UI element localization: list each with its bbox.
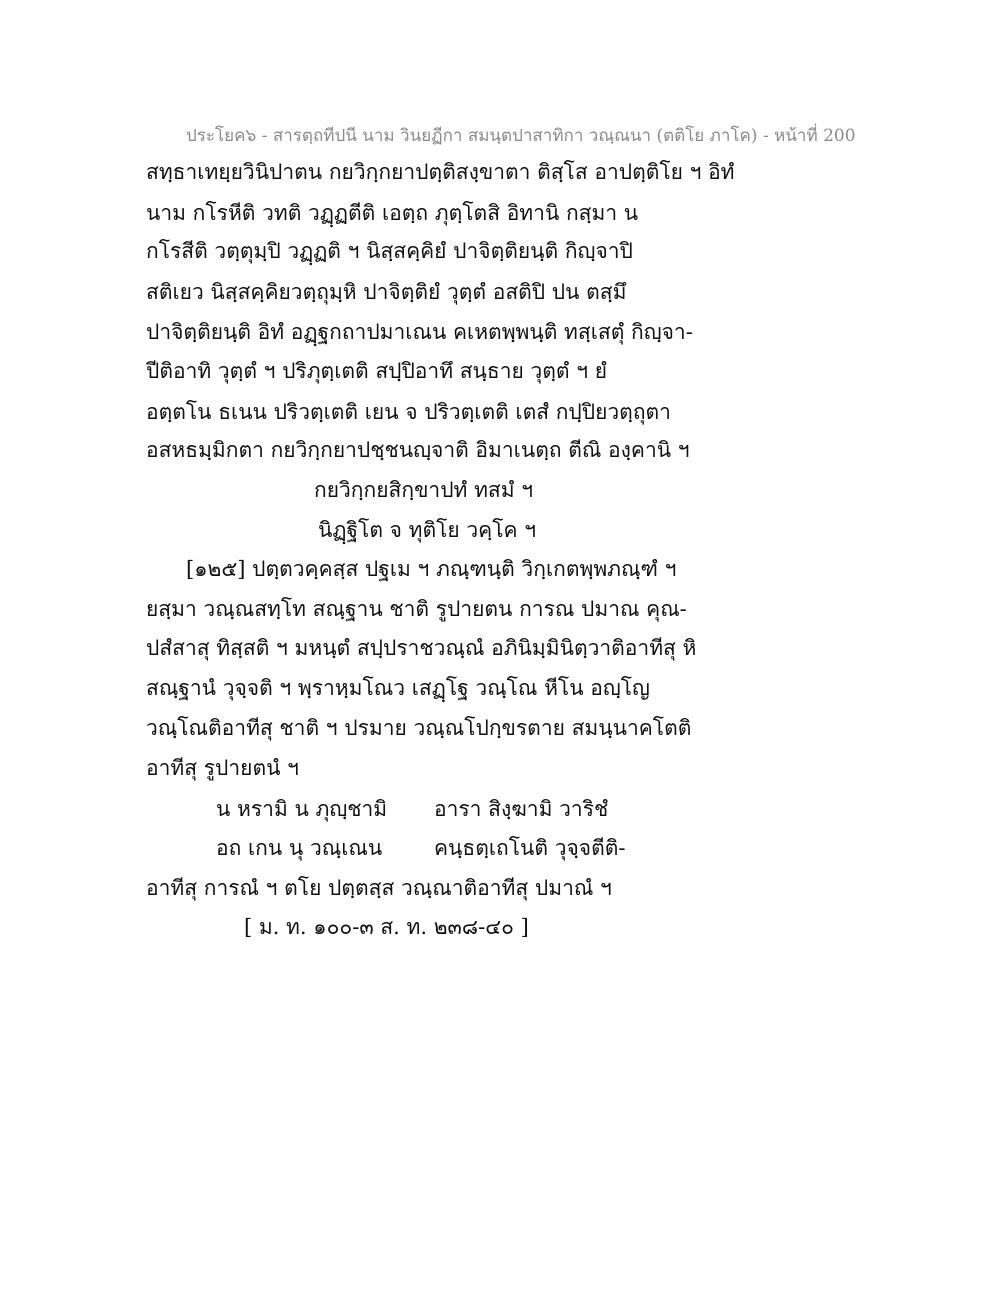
body-line: สติเยว นิสฺสคฺคิยวตฺถุมฺหิ ปาจิตฺติยํ วุตฺตํ อสติปิ ปน ตสฺมึ (146, 280, 627, 304)
body-line: กโรสีติ วตฺตุมฺปิ วฏฺฏติ ฯ นิสฺสคฺคิยํ ปาจิตฺติยนฺติ กิญฺจาปิ (146, 239, 633, 263)
chapter-end-title: นิฏฺฐิโต จ ทุติโย วคฺโค ฯ (318, 518, 536, 542)
body-line: วณฺโณติอาทีสุ ชาติ ฯ ปรมาย วณฺณโปกฺขรตาย สมนฺนาคโตติ (146, 716, 692, 740)
page-header: ประโยค๖ - สารตฺถทีปนี นาม วินยฏีกา สมนฺตปาสาทิกา วณฺณนา (ตติโย ภาโค) - หน้าที่ 200 (186, 126, 856, 146)
body-line: อตฺตโน ธเนน ปริวตฺเตติ เยน จ ปริวตฺเตติ เตสํ กปฺปิยวตฺถุตา (146, 400, 671, 424)
body-line: สณฺฐานํ วุจฺจติ ฯ พฺราหฺมโณว เสฏฺโฐ วณฺโณ หีโน อญฺโญ (146, 676, 650, 700)
verse-line: อารา สิงฺฆามิ วาริชํ (434, 797, 609, 821)
body-line: ยสฺมา วณฺณสทฺโท สณฺฐาน ชาติ รูปายตน การณ ปมาณ คุณ- (146, 597, 687, 621)
paragraph-opening-line: [๑๒๕] ปตฺตวคฺคสฺส ปฐเม ฯ ภณฺฑนฺติ วิกฺเกตพฺพภณฺฑํ ฯ (186, 557, 677, 581)
verse-line: คนฺธตฺเถโนติ วุจฺจตีติ- (434, 836, 626, 860)
body-line: อาทีสุ การณํ ฯ ตโย ปตฺตสฺส วณฺณาติอาทีสุ ปมาณํ ฯ (146, 876, 612, 900)
body-line: ปีติอาทิ วุตฺตํ ฯ ปริภุตฺเตติ สปฺปิอาทึ สนฺธาย วุตฺตํ ฯ ยํ (146, 359, 607, 383)
body-line: อาทีสุ รูปายตนํ ฯ (146, 756, 299, 780)
section-end-title: กยวิกฺกยสิกฺขาปทํ ทสมํ ฯ (314, 478, 534, 502)
verse-line: อถ เกน นุ วณฺเณน (216, 836, 383, 860)
verse-line: น หรามิ น ภุญฺชามิ (216, 797, 388, 821)
body-line: ปาจิตฺติยนฺติ อิทํ อฏฺฐกถาปมาเณน คเหตพฺพนฺติ ทสฺเสตุํ กิญฺจา- (146, 320, 693, 344)
body-line: อสหธมฺมิกตา กยวิกฺกยาปชฺชนญฺจาติ อิมาเนตฺถ ตีณิ องฺคานิ ฯ (146, 438, 690, 462)
body-line: สทฺธาเทยฺยวินิปาตน กยวิกฺกยาปตฺติสงฺขาตา ติสฺโส อาปตฺติโย ฯ อิทํ (146, 160, 735, 184)
body-line: ปสํสาสุ ทิสฺสติ ฯ มหนฺตํ สปฺปราชวณฺณํ อภินิมฺมินิตฺวาติอาทีสุ หิ (146, 636, 697, 660)
body-line: นาม กโรหีติ วทติ วฏฺฏตีติ เอตฺถ ภุตฺโตสิ อิทานิ กสฺมา น (146, 201, 639, 225)
reference-note: [ ม. ท. ๑๐๐-๓ ส. ท. ๒๓๘-๔๐ ] (244, 915, 529, 939)
